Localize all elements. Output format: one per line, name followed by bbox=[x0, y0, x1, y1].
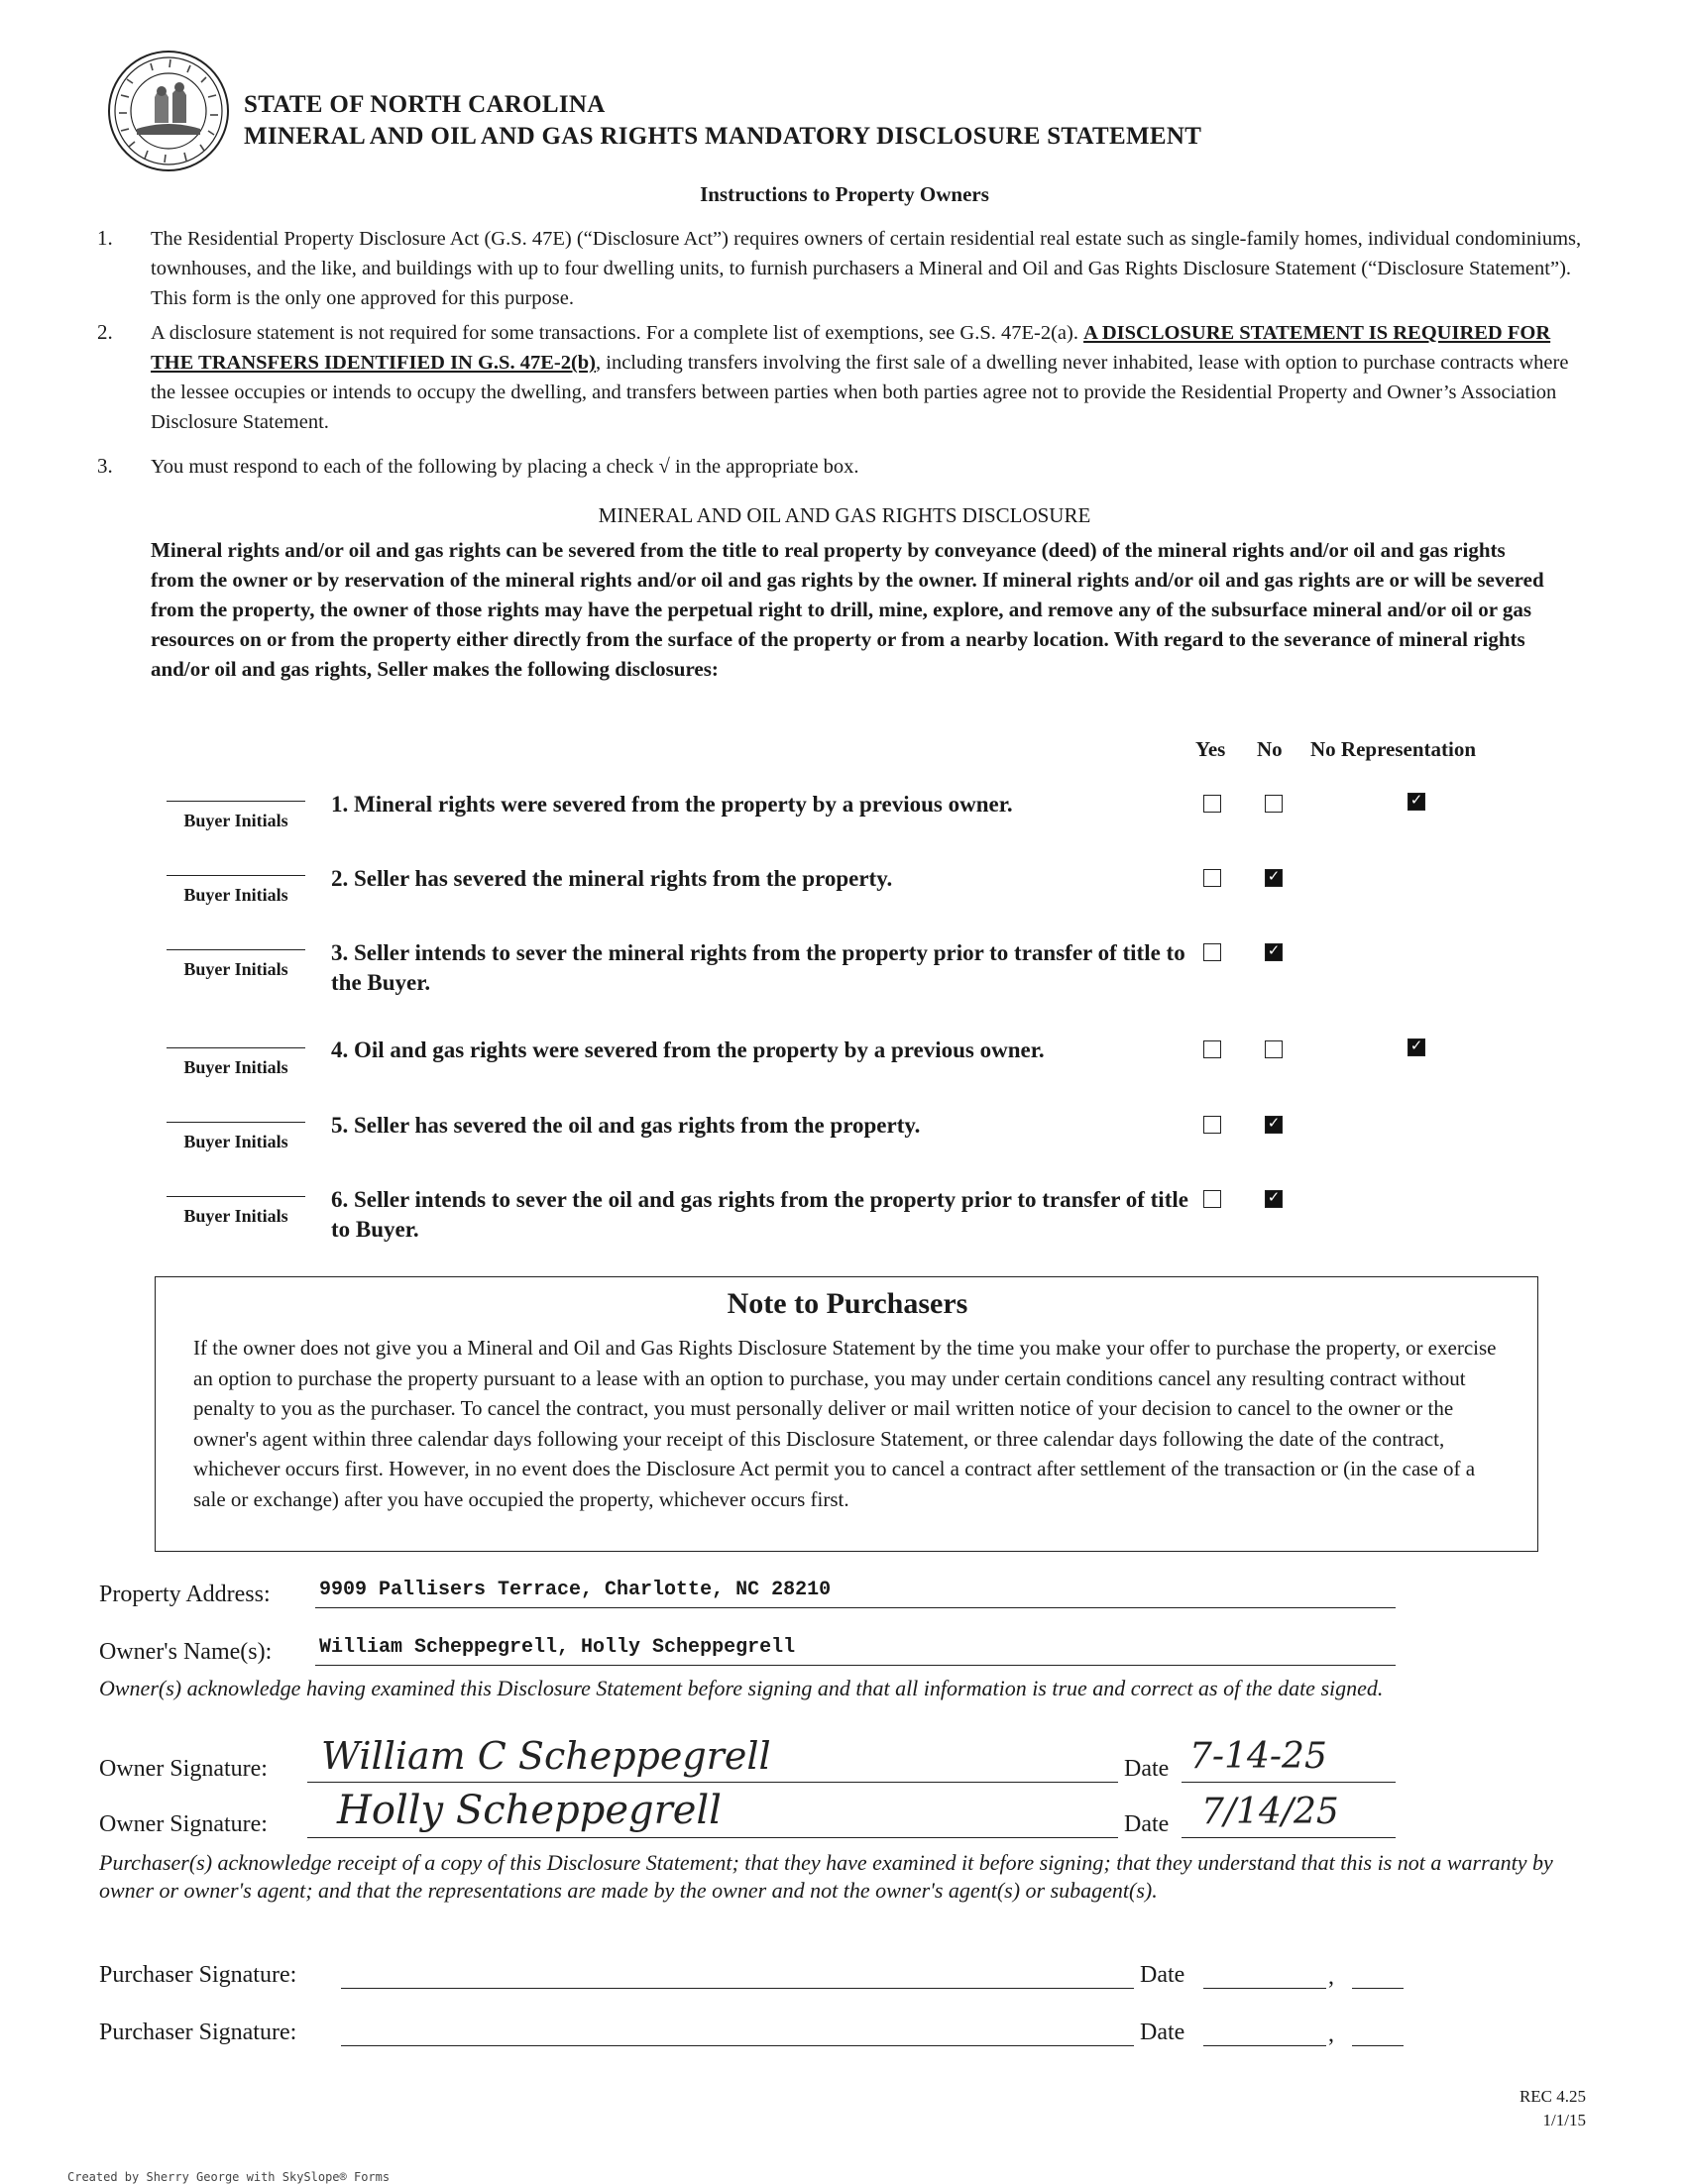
instruction-2-number: 2. bbox=[97, 320, 113, 344]
q1-yes-checkbox[interactable] bbox=[1203, 795, 1221, 813]
buyer-initials-label-1: Buyer Initials bbox=[183, 811, 288, 830]
form-code: REC 4.25 bbox=[1519, 2087, 1586, 2106]
owner-signature-1-value: William C Scheppegrell bbox=[321, 1734, 771, 1778]
instruction-3-text: You must respond to each of the following by placing a check √ in the appropriate box. bbox=[151, 456, 859, 478]
q2-yes-checkbox[interactable] bbox=[1203, 869, 1221, 887]
owner-signature-1-label: Owner Signature: bbox=[99, 1756, 268, 1782]
q6-no-checkbox[interactable]: ✓ bbox=[1265, 1190, 1283, 1208]
instruction-2-emphasis: A DISCLOSURE STATEMENT IS REQUIRED FOR THE TRANSFERS IDENTIFIED IN G.S. 47E-2(b) bbox=[151, 322, 1551, 374]
owner-date-2-label: Date bbox=[1124, 1811, 1170, 1837]
column-no-representation: No Representation bbox=[1310, 737, 1477, 761]
property-address-label: Property Address: bbox=[99, 1582, 271, 1607]
purchaser-signature-1-label: Purchaser Signature: bbox=[99, 1962, 297, 1988]
buyer-initials-line-6[interactable] bbox=[167, 1196, 305, 1197]
note-to-purchasers-box bbox=[155, 1276, 1538, 1552]
q3-yes-checkbox[interactable] bbox=[1203, 943, 1221, 961]
form-title: MINERAL AND OIL AND GAS RIGHTS MANDATORY DISCLOSURE STATEMENT bbox=[244, 123, 1202, 150]
instruction-2-text bbox=[151, 318, 1598, 437]
owner-date-1-value: 7-14-25 bbox=[1189, 1736, 1327, 1777]
buyer-initials-line-3[interactable] bbox=[167, 949, 305, 950]
purchaser-date-2-comma: , bbox=[1328, 2021, 1334, 2047]
owner-signature-2-field[interactable] bbox=[307, 1788, 1118, 1838]
footer-credit: Created by Sherry George with SkySlope® Forms bbox=[67, 2170, 391, 2184]
owner-date-2-field[interactable] bbox=[1182, 1792, 1396, 1838]
owner-acknowledgement: Owner(s) acknowledge having examined this Disclosure Statement before signing and that all information is true and correct as of the date signed. bbox=[99, 1676, 1384, 1700]
purchaser-year-2-field[interactable] bbox=[1352, 2014, 1404, 2046]
q4-no-representation-checkbox[interactable]: ✓ bbox=[1408, 1038, 1425, 1056]
purchaser-signature-1-field[interactable] bbox=[341, 1956, 1134, 1989]
note-text: If the owner does not give you a Mineral and Oil and Gas Rights Disclosure Statement by the time you make your offer to purchase the property, or exercise an option to purchase the property pursuant to a lease with an option to purchase, you may under certain conditions cancel any resulting contract without penalty to you as the purchaser. To cancel the contract, you must personally deliver or mail written notice of your decision to cancel to the owner or the owner's agent within three calendar days following your receipt of this Disclosure Statement, or three calendar days following the date of the contract, whichever occurs first. However, in no event does the Disclosure Act permit you to cancel a contract after settlement of the transaction or (in the case of a sale or exchange) after you have occupied the property, whichever occurs first. bbox=[193, 1336, 1497, 1511]
purchaser-signature-2-label: Purchaser Signature: bbox=[99, 2020, 297, 2045]
buyer-initials-label-3: Buyer Initials bbox=[183, 959, 288, 979]
purchaser-date-2-field[interactable] bbox=[1203, 2014, 1326, 2046]
q4-no-checkbox[interactable] bbox=[1265, 1040, 1283, 1058]
column-yes: Yes bbox=[1195, 737, 1226, 761]
form-revision-date: 1/1/15 bbox=[1542, 2111, 1586, 2129]
owner-date-1-field[interactable] bbox=[1182, 1736, 1396, 1783]
q6-yes-checkbox[interactable] bbox=[1203, 1190, 1221, 1208]
instructions-title: Instructions to Property Owners bbox=[700, 182, 989, 206]
owners-name-value: William Scheppegrell, Holly Scheppegrell bbox=[319, 1636, 796, 1659]
instruction-1-text: The Residential Property Disclosure Act (G.S. 47E) (“Disclosure Act”) requires owners of certain residential real estate such as single-family homes, individual condominiums, townhouses, and the like, and buildings with up to four dwelling units, to furnish purchasers a Mineral and Oil and Gas Rights Disclosure Statement (“Disclosure Statement”). This form is the only one approved for this purpose. bbox=[151, 228, 1582, 309]
question-2-text: 2. Seller has severed the mineral rights from the property. bbox=[331, 866, 893, 891]
purchaser-date-1-comma: , bbox=[1328, 1964, 1334, 1990]
owner-signature-2-label: Owner Signature: bbox=[99, 1811, 268, 1837]
instruction-1-number: 1. bbox=[97, 226, 113, 250]
buyer-initials-line-5[interactable] bbox=[167, 1122, 305, 1123]
owner-signature-2-value: Holly Scheppegrell bbox=[337, 1788, 722, 1833]
nc-real-estate-commission-seal bbox=[107, 50, 230, 172]
purchaser-acknowledgement: Purchaser(s) acknowledge receipt of a copy of this Disclosure Statement; that they have examined it before signing; that they understand that this is not a warranty by owner or owner's agent; and that the representations are made by the owner and not the owner's agent(s) or subagent(s). bbox=[99, 1850, 1553, 1903]
q5-no-checkbox[interactable]: ✓ bbox=[1265, 1116, 1283, 1134]
purchaser-date-1-field[interactable] bbox=[1203, 1956, 1326, 1989]
buyer-initials-label-2: Buyer Initials bbox=[183, 885, 288, 905]
buyer-initials-line-2[interactable] bbox=[167, 875, 305, 876]
buyer-initials-label-6: Buyer Initials bbox=[183, 1206, 288, 1226]
q1-no-representation-checkbox[interactable]: ✓ bbox=[1408, 793, 1425, 811]
purchaser-signature-2-field[interactable] bbox=[341, 2014, 1134, 2046]
owners-name-field[interactable] bbox=[315, 1633, 1396, 1666]
question-4-text: 4. Oil and gas rights were severed from the property by a previous owner. bbox=[331, 1037, 1045, 1062]
purchaser-date-2-label: Date bbox=[1140, 2020, 1185, 2045]
instruction-3-number: 3. bbox=[97, 454, 113, 478]
buyer-initials-label-4: Buyer Initials bbox=[183, 1057, 288, 1077]
q3-no-checkbox[interactable]: ✓ bbox=[1265, 943, 1283, 961]
owner-date-2-value: 7/14/25 bbox=[1201, 1792, 1339, 1832]
property-address-value: 9909 Pallisers Terrace, Charlotte, NC 28210 bbox=[319, 1579, 832, 1601]
q2-no-checkbox[interactable]: ✓ bbox=[1265, 869, 1283, 887]
q1-no-checkbox[interactable] bbox=[1265, 795, 1283, 813]
buyer-initials-label-5: Buyer Initials bbox=[183, 1132, 288, 1151]
instruction-2-post: , including transfers involving the first sale of a dwelling never inhabited, lease with option to purchase contracts where the lessee occupies or intends to occupy the dwelling, and transfers between parties when both parties agree not to provide the Residential Property and Owner’s Association Disclosure Statement. bbox=[151, 352, 1569, 433]
purchaser-year-1-field[interactable] bbox=[1352, 1956, 1404, 1989]
owner-signature-1-field[interactable] bbox=[307, 1734, 1118, 1783]
owner-date-1-label: Date bbox=[1124, 1756, 1170, 1782]
question-3-text: 3. Seller intends to sever the mineral rights from the property prior to transfer of title to the Buyer. bbox=[331, 940, 1185, 995]
question-6-text: 6. Seller intends to sever the oil and gas rights from the property prior to transfer of title to Buyer. bbox=[331, 1187, 1188, 1242]
buyer-initials-line-1[interactable] bbox=[167, 801, 305, 802]
buyer-initials-line-4[interactable] bbox=[167, 1047, 305, 1048]
question-5-text: 5. Seller has severed the oil and gas rights from the property. bbox=[331, 1113, 921, 1138]
q5-yes-checkbox[interactable] bbox=[1203, 1116, 1221, 1134]
state-title: STATE OF NORTH CAROLINA bbox=[244, 91, 606, 118]
owners-name-label: Owner's Name(s): bbox=[99, 1639, 273, 1665]
disclosure-intro: Mineral rights and/or oil and gas rights can be severed from the title to real property by conveyance (deed) of the mineral rights and/or oil and gas rights from the owner or by reservation of the mineral rights and/or oil and gas rights by the owner. If mineral rights and/or oil and gas rights are or will be severed from the property, the owner of those rights may have the perpetual right to drill, mine, explore, and remove any of the subsurface mineral and/or oil or gas resources on or from the property either directly from the surface of the property or from a nearby location. With regard to the severance of mineral rights and/or oil and gas rights, Seller makes the following disclosures: bbox=[151, 538, 1544, 681]
instruction-2-pre: A disclosure statement is not required for some transactions. For a complete list of exemptions, see G.S. 47E-2(a). bbox=[151, 322, 1084, 344]
question-1-text: 1. Mineral rights were severed from the property by a previous owner. bbox=[331, 792, 1013, 817]
q4-yes-checkbox[interactable] bbox=[1203, 1040, 1221, 1058]
disclosure-title: MINERAL AND OIL AND GAS RIGHTS DISCLOSURE bbox=[598, 503, 1091, 527]
note-title: Note to Purchasers bbox=[727, 1287, 968, 1320]
column-no: No bbox=[1257, 737, 1283, 761]
property-address-field[interactable] bbox=[315, 1576, 1396, 1608]
purchaser-date-1-label: Date bbox=[1140, 1962, 1185, 1988]
